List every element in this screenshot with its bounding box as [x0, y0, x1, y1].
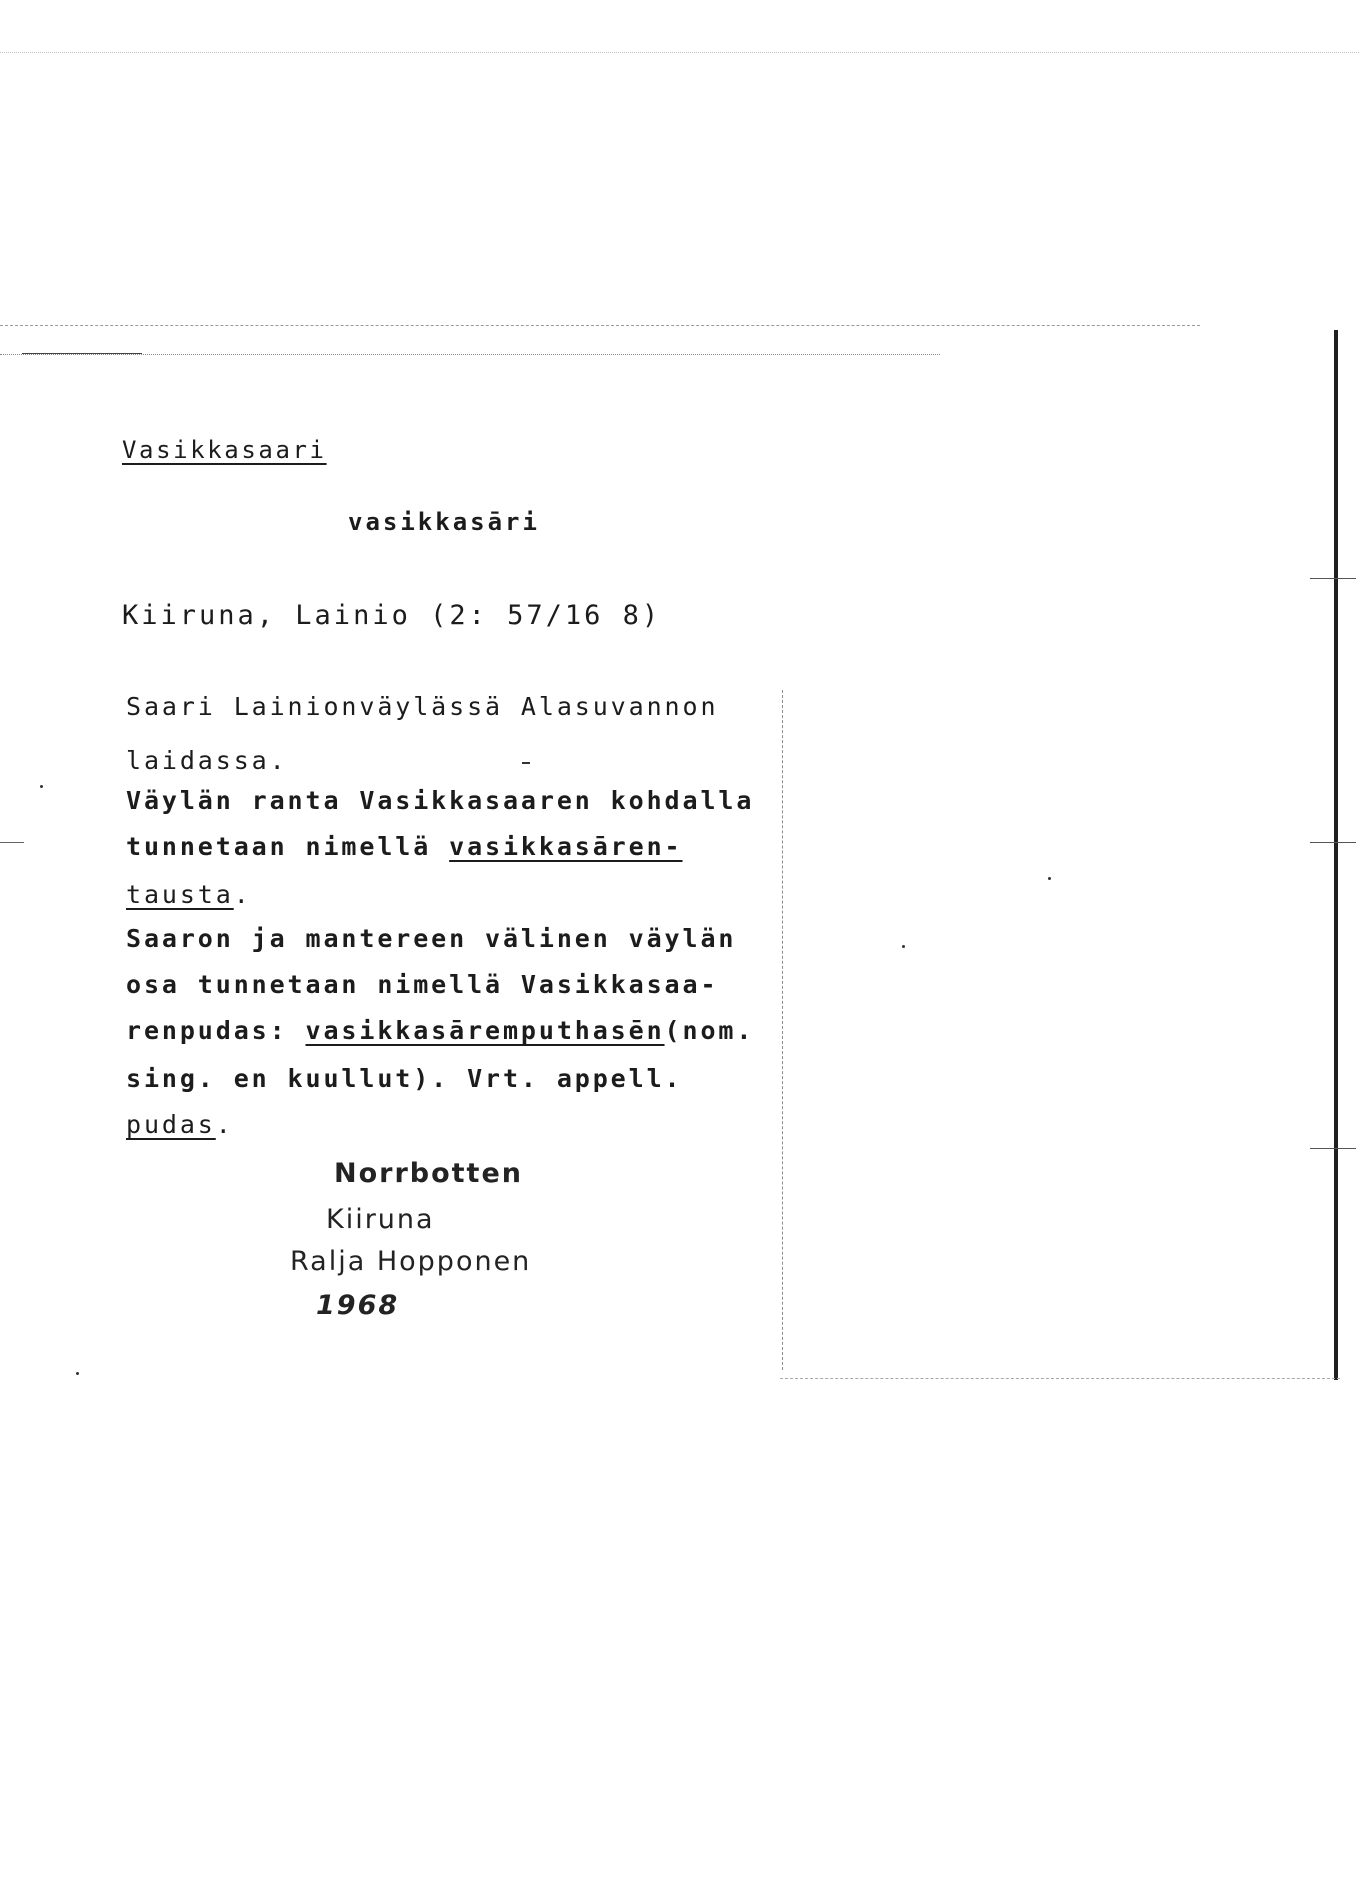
body-text: tunnetaan nimellä	[126, 832, 450, 861]
body-text: .	[233, 880, 252, 909]
stamp-municipality: Kiiruna	[326, 1204, 435, 1235]
card-top-edge-mark	[22, 353, 142, 354]
name-form-underlined: vasikkasāren-	[449, 832, 683, 861]
body-line-2: laidassa.	[126, 746, 288, 775]
name-form-underlined: tausta	[126, 880, 234, 909]
scan-speck	[902, 945, 905, 948]
scan-speck	[40, 785, 43, 788]
left-margin-tick	[0, 842, 24, 843]
headword: Vasikkasaari	[122, 436, 327, 464]
card-right-tick	[1310, 1148, 1356, 1149]
body-line-3: Väylän ranta Vasikkasaaren kohdalla	[126, 786, 755, 815]
body-line-1: Saari Lainionväylässä Alasuvannon	[126, 692, 719, 721]
stamp-collector: Ralja Hopponen	[290, 1246, 532, 1277]
appellative-underlined: pudas	[126, 1110, 216, 1139]
body-line-4	[126, 832, 683, 861]
card-right-tick	[1310, 578, 1356, 579]
card-fold-line	[782, 690, 784, 1370]
pronunciation: vasikkasāri	[348, 508, 540, 536]
body-text: (nom.	[664, 1016, 755, 1045]
body-line-5	[126, 880, 252, 909]
body-line-6: Saaron ja mantereen välinen väylän	[126, 924, 737, 953]
card-bottom-edge	[780, 1378, 1340, 1379]
card-top-edge-inner	[0, 354, 940, 355]
scan-dotted-line-top	[0, 52, 1359, 53]
stamp-region: Norrbotten	[334, 1158, 524, 1189]
card-top-edge	[0, 325, 1200, 326]
card-right-tick	[1310, 842, 1356, 843]
body-line-7: osa tunnetaan nimellä Vasikkasaa-	[126, 970, 719, 999]
name-form-underlined: vasikkasāremputhasēn	[305, 1016, 665, 1045]
location-reference: Kiiruna, Lainio (2: 57/16 8)	[122, 600, 662, 631]
scan-speck	[522, 762, 530, 764]
body-line-8	[126, 1016, 754, 1045]
scan-speck	[76, 1372, 79, 1375]
body-line-9: sing. en kuullut). Vrt. appell.	[126, 1064, 683, 1093]
body-text: .	[215, 1110, 234, 1139]
card-right-edge	[1334, 330, 1338, 1380]
body-text: renpudas:	[126, 1016, 306, 1045]
stamp-year: 1968	[316, 1290, 400, 1321]
scan-speck	[1048, 877, 1051, 880]
body-line-10	[126, 1110, 234, 1139]
